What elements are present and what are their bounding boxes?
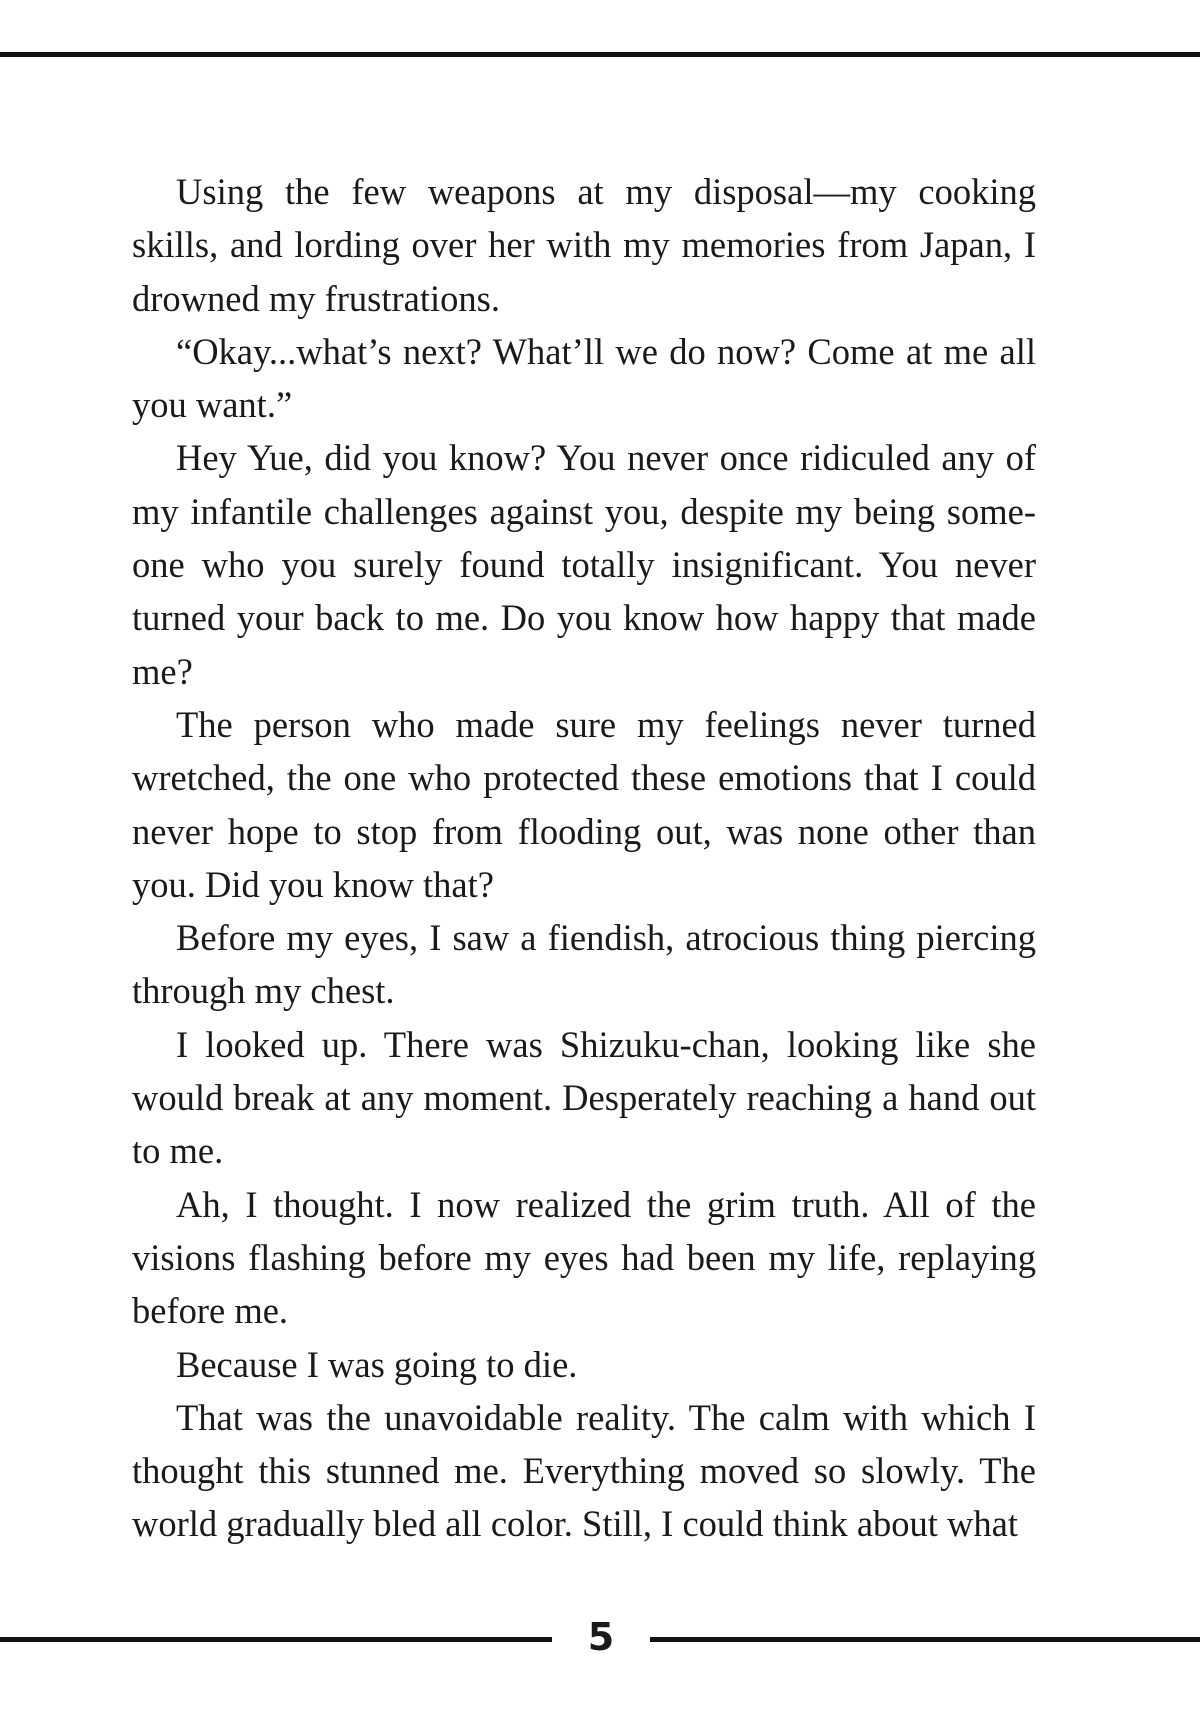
paragraph: That was the unavoidable reality. The calm with which I thought this stunned me. Everything moved so slowly. The world gradually bled all color. Still, I could think about what	[132, 1396, 1036, 1545]
paragraph: “Okay...what’s next? What’ll we do now? Come at me all you want.”	[132, 330, 1036, 426]
paragraph: The person who made sure my feelings never turned wretched, the one who protected these emotions that I could never hope to stop from flooding out, was none other than you. Did you know that?	[132, 703, 1036, 905]
page-number: 5	[587, 1615, 615, 1659]
paragraph: Hey Yue, did you know? You never once ridiculed any of my infantile challenges against you, despite my being some-one who you surely found totally insignificant. You never turned your back to me. Do you know how happy that made me?	[132, 437, 1036, 692]
paragraph: Because I was going to die.	[176, 1343, 578, 1385]
paragraph: Before my eyes, I saw a fiendish, atrocious thing piercing through my chest.	[132, 917, 1036, 1012]
footer-rule-right	[650, 1637, 1200, 1642]
top-rule	[0, 52, 1200, 57]
body-text	[132, 165, 1036, 1551]
paragraph: Ah, I thought. I now realized the grim truth. All of the visions flashing before my eyes had been my life, replaying before me.	[132, 1183, 1036, 1332]
paragraph: I looked up. There was Shizuku-chan, looking like she would break at any moment. Desperately reaching a hand out to me.	[132, 1023, 1036, 1172]
footer-rule-left	[0, 1637, 552, 1642]
paragraph: Using the few weapons at my disposal—my cooking skills, and lording over her with my memories from Japan, I drowned my frustrations.	[132, 171, 1036, 319]
